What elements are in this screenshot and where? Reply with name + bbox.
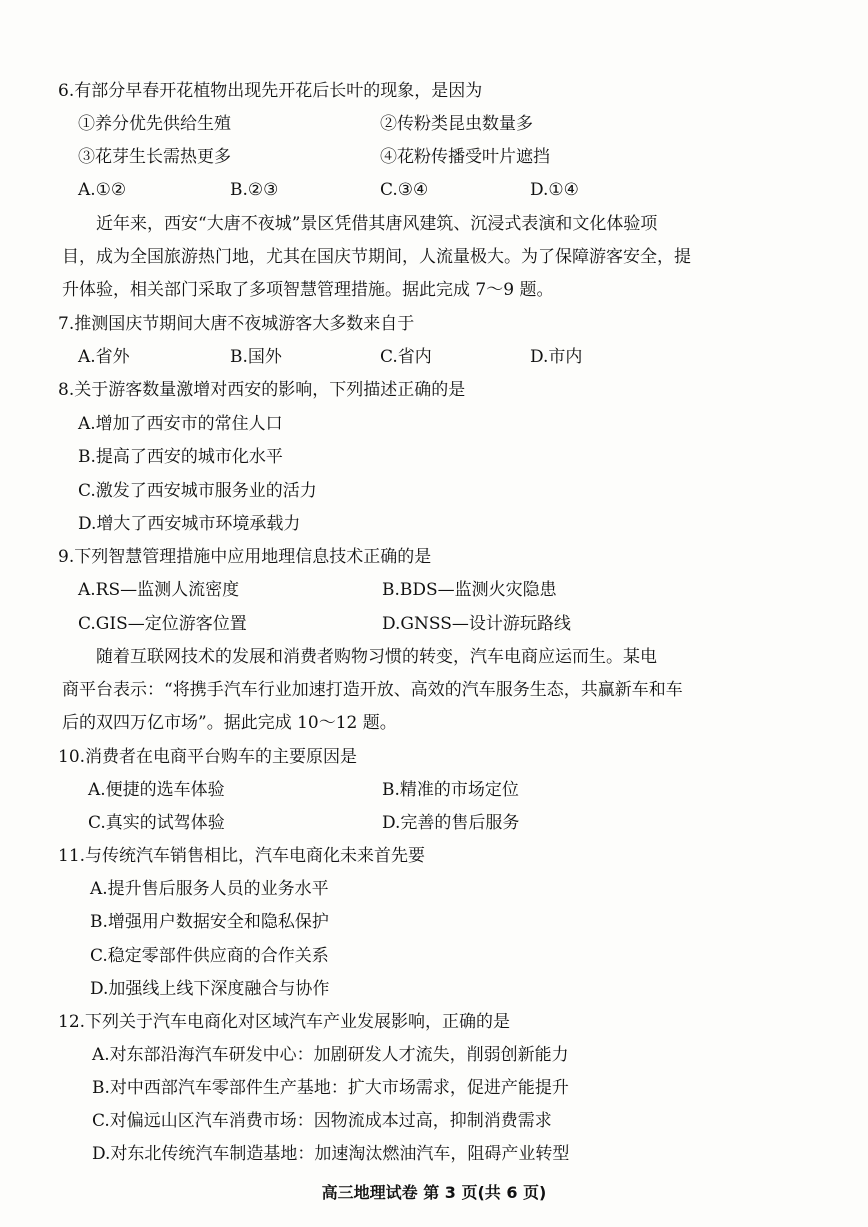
question-6-item-4: ④花粉传播受叶片遮挡 xyxy=(380,147,550,167)
passage-2-line-3: 后的双四万亿市场”。据此完成 10～12 题。 xyxy=(62,713,397,733)
question-7-option-d: D.市内 xyxy=(530,347,583,367)
question-7-stem: 7.推测国庆节期间大唐不夜城游客大多数来自于 xyxy=(58,314,415,334)
question-7-option-b: B.国外 xyxy=(230,347,282,367)
passage-1-line-2: 目，成为全国旅游热门地，尤其在国庆节期间，人流量极大。为了保障游客安全，提 xyxy=(62,247,691,267)
question-7-option-a: A.省外 xyxy=(78,347,130,367)
question-11-option-d: D.加强线上线下深度融合与协作 xyxy=(90,979,330,999)
question-6-item-2: ②传粉类昆虫数量多 xyxy=(380,114,533,134)
question-12-option-b: B.对中西部汽车零部件生产基地：扩大市场需求，促进产能提升 xyxy=(92,1078,569,1098)
question-10-option-a: A.便捷的选车体验 xyxy=(88,780,225,800)
question-9-option-c: C.GIS—定位游客位置 xyxy=(78,614,247,634)
question-8-option-d: D.增大了西安城市环境承载力 xyxy=(78,514,301,534)
question-9-stem: 9.下列智慧管理措施中应用地理信息技术正确的是 xyxy=(58,547,432,567)
question-11-option-a: A.提升售后服务人员的业务水平 xyxy=(90,879,329,899)
passage-1-line-1: 近年来，西安“大唐不夜城”景区凭借其唐风建筑、沉浸式表演和文化体验项 xyxy=(96,214,658,234)
question-10-option-c: C.真实的试驾体验 xyxy=(88,813,225,833)
question-6-item-3: ③花芽生长需热更多 xyxy=(78,147,231,167)
passage-2-line-1: 随着互联网技术的发展和消费者购物习惯的转变，汽车电商应运而生。某电 xyxy=(96,647,657,667)
question-8-option-c: C.激发了西安城市服务业的活力 xyxy=(78,481,317,501)
passage-1-line-3: 升体验，相关部门采取了多项智慧管理措施。据此完成 7～9 题。 xyxy=(62,280,554,300)
question-6-option-c: C.③④ xyxy=(380,180,429,200)
question-12-option-c: C.对偏远山区汽车消费市场：因物流成本过高，抑制消费需求 xyxy=(92,1111,552,1131)
page-footer: 高三地理试卷 第 3 页(共 6 页) xyxy=(321,1183,547,1202)
question-11-stem: 11.与传统汽车销售相比，汽车电商化未来首先要 xyxy=(58,846,426,866)
question-12-stem: 12.下列关于汽车电商化对区域汽车产业发展影响，正确的是 xyxy=(58,1012,511,1032)
question-7-option-c: C.省内 xyxy=(380,347,432,367)
question-8-option-b: B.提高了西安的城市化水平 xyxy=(78,447,283,467)
passage-2-line-2: 商平台表示：“将携手汽车行业加速打造开放、高效的汽车服务生态，共赢新车和车 xyxy=(62,680,683,700)
question-6-option-d: D.①④ xyxy=(530,180,579,200)
question-6-stem: 6.有部分早春开花植物出现先开花后长叶的现象，是因为 xyxy=(58,81,483,101)
question-8-stem: 8.关于游客数量激增对西安的影响，下列描述正确的是 xyxy=(58,380,466,400)
question-10-option-b: B.精准的市场定位 xyxy=(382,780,519,800)
question-6-item-1: ①养分优先供给生殖 xyxy=(78,114,231,134)
question-10-option-d: D.完善的售后服务 xyxy=(382,813,520,833)
question-9-option-b: B.BDS—监测火灾隐患 xyxy=(382,580,557,600)
question-12-option-a: A.对东部沿海汽车研发中心：加剧研发人才流失，削弱创新能力 xyxy=(92,1045,569,1065)
question-11-option-c: C.稳定零部件供应商的合作关系 xyxy=(90,946,329,966)
question-10-stem: 10.消费者在电商平台购车的主要原因是 xyxy=(58,747,358,767)
question-12-option-d: D.对东北传统汽车制造基地：加速淘汰燃油汽车，阻碍产业转型 xyxy=(92,1144,570,1164)
question-8-option-a: A.增加了西安市的常住人口 xyxy=(78,414,283,434)
question-11-option-b: B.增强用户数据安全和隐私保护 xyxy=(90,912,329,932)
question-9-option-d: D.GNSS—设计游玩路线 xyxy=(382,614,571,634)
question-9-option-a: A.RS—监测人流密度 xyxy=(78,580,240,600)
question-6-option-a: A.①② xyxy=(78,180,127,200)
question-6-option-b: B.②③ xyxy=(230,180,279,200)
